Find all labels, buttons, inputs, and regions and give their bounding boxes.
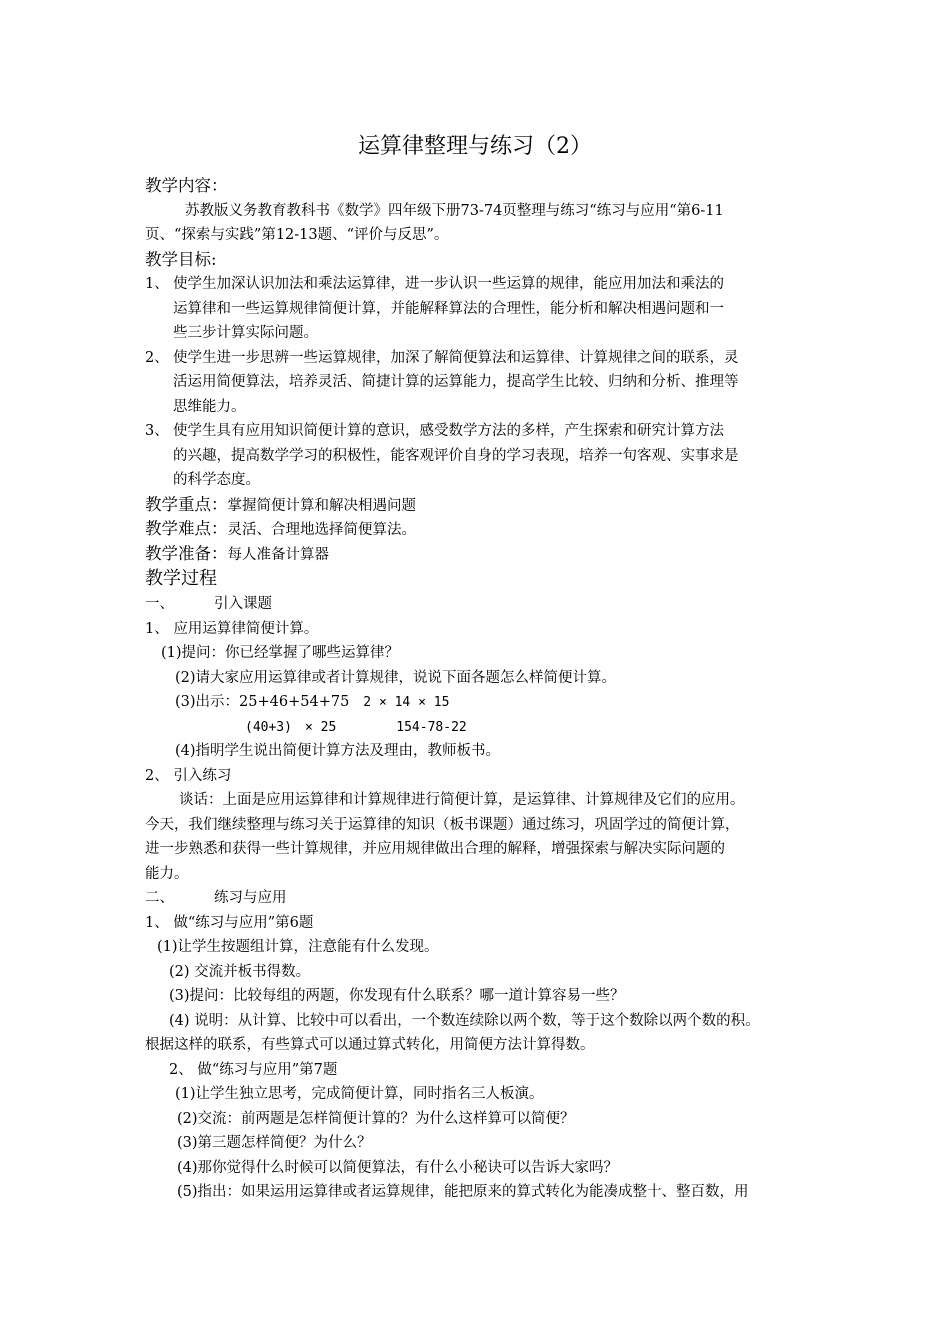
step-line: (4)指明学生说出简便计算方法及理由，教师板书。 (175, 743, 501, 759)
key-points-text: 掌握简便计算和解决相遇问题 (227, 497, 416, 514)
list-text: 使学生具有应用知识简便计算的意识，感受数学方法的多样，产生探索和研究计算方法 (173, 423, 724, 439)
difficulty-line (145, 517, 815, 542)
list-item-continued: 些三步计算实际问题。 (173, 325, 318, 341)
list-item-continued: 活运用简便算法，培养灵活、简捷计算的运算能力，提高学生比较、归纳和分析、推理等 (173, 374, 739, 390)
difficulty-text: 灵活、合理地选择简便算法。 (227, 522, 416, 538)
step-line: (2)请大家应用运算律或者计算规律，说说下面各题怎么样简便计算。 (175, 669, 617, 686)
step-line: (3)第三题怎样简便？为什么？ (177, 1135, 372, 1151)
step-line: (2) 交流并板书得数。 (169, 963, 311, 980)
preparation-line (145, 542, 815, 567)
paragraph-line: 根据这样的联系，有些算式可以通过算式转化，用简便方法计算得数。 (145, 1037, 595, 1053)
list-number: 1、 (145, 276, 169, 292)
difficulty-label: 教学难点： (145, 519, 228, 538)
key-points-line (145, 493, 815, 518)
expression: (3)出示：25+46+54+75 (175, 694, 350, 710)
paragraph-line: 能力。 (145, 865, 189, 882)
expression: 154-78-22 (396, 719, 467, 735)
paragraph-line: 进一步熟悉和获得一些计算规律，并应用规律做出合理的解释，增强探索与解决实际问题的 (145, 841, 725, 857)
expression: 2 × 14 × 15 (363, 695, 450, 710)
list-item-continued: 的兴趣，提高数学学习的积极性，能客观评价自身的学习表现，培养一句客观、实事求是 (173, 447, 739, 464)
step-line: (4) 说明：从计算、比较中可以看出，一个数连续除以两个数，等于这个数除以两个数的积。 (169, 1012, 760, 1029)
step-line: 1、 应用运算律简便计算。 (145, 620, 319, 637)
part-heading (145, 592, 815, 617)
step-line: 1、 做“练习与应用”第6题 (145, 914, 314, 931)
step-line (145, 715, 815, 740)
step-line: (5)指出：如果运用运算律或者运算规律，能把原来的算式转化为能凑成整十、整百数，用 (177, 1184, 749, 1200)
paragraph-line: 页、“探索与实践”第12-13题、“评价与反思”。 (145, 227, 449, 243)
document-title: 运算律整理与练习（2） (358, 134, 592, 159)
list-item-continued: 思维能力。 (173, 398, 246, 415)
section-heading-content: 教学内容： (145, 176, 228, 195)
part-heading (145, 886, 815, 911)
step-line: (2)交流：前两题是怎样简便计算的？为什么这样算可以简便？ (177, 1110, 575, 1127)
part-title: 练习与应用 (214, 890, 287, 906)
part-number: 二、 (145, 890, 174, 906)
preparation-text: 每人准备计算器 (227, 546, 329, 563)
step-line: (4)那你觉得什么时候可以简便算法，有什么小秘诀可以告诉大家吗？ (177, 1159, 619, 1176)
step-line: 2、 引入练习 (145, 767, 232, 784)
list-item-continued: 运算律和一些运算规律简便计算，并能解释算法的合理性，能分析和解决相遇问题和一 (173, 300, 724, 317)
list-text: 使学生进一步思辨一些运算规律，加深了解简便算法和运算律、计算规律之间的联系，灵 (173, 349, 739, 366)
step-line: (1)让学生独立思考，完成简便计算，同时指名三人板演。 (175, 1086, 544, 1102)
step-line: 2、 做“练习与应用”第7题 (169, 1061, 338, 1078)
step-line: (1)让学生按题组计算，注意能有什么发现。 (157, 939, 439, 955)
paragraph-line: 苏教版义务教育教科书《数学》四年级下册73-74页整理与练习“练习与应用“第6-11 (185, 202, 724, 219)
section-heading-process: 教学过程 (145, 568, 217, 589)
list-text: 使学生加深认识加法和乘法运算律，进一步认识一些运算的规律，能应用加法和乘法的 (173, 276, 724, 292)
paragraph-line: 今天，我们继续整理与练习关于运算律的知识（板书课题）通过练习，巩固学过的简便计算， (145, 816, 740, 833)
step-line (145, 690, 815, 715)
step-line: (3)提问：比较每组的两题，你发现有什么联系？哪一道计算容易一些？ (169, 988, 625, 1004)
list-number: 3、 (145, 423, 169, 439)
list-item (145, 272, 815, 297)
list-item (145, 419, 815, 444)
key-points-label: 教学重点： (145, 494, 228, 514)
list-item-continued: 的科学态度。 (173, 472, 260, 488)
list-item (145, 346, 815, 371)
part-number: 一、 (145, 596, 174, 612)
preparation-label: 教学准备： (145, 543, 228, 563)
step-line: (1)提问：你已经掌握了哪些运算律？ (161, 645, 400, 661)
expression: (40+3) × 25 (245, 719, 337, 735)
paragraph-line: 谈话：上面是应用运算律和计算规律进行简便计算，是运算律、计算规律及它们的应用。 (179, 792, 745, 808)
section-heading-goals: 教学目标: (145, 249, 217, 269)
list-number: 2、 (145, 349, 169, 366)
part-title: 引入课题 (214, 596, 272, 612)
document-body (145, 174, 815, 1205)
